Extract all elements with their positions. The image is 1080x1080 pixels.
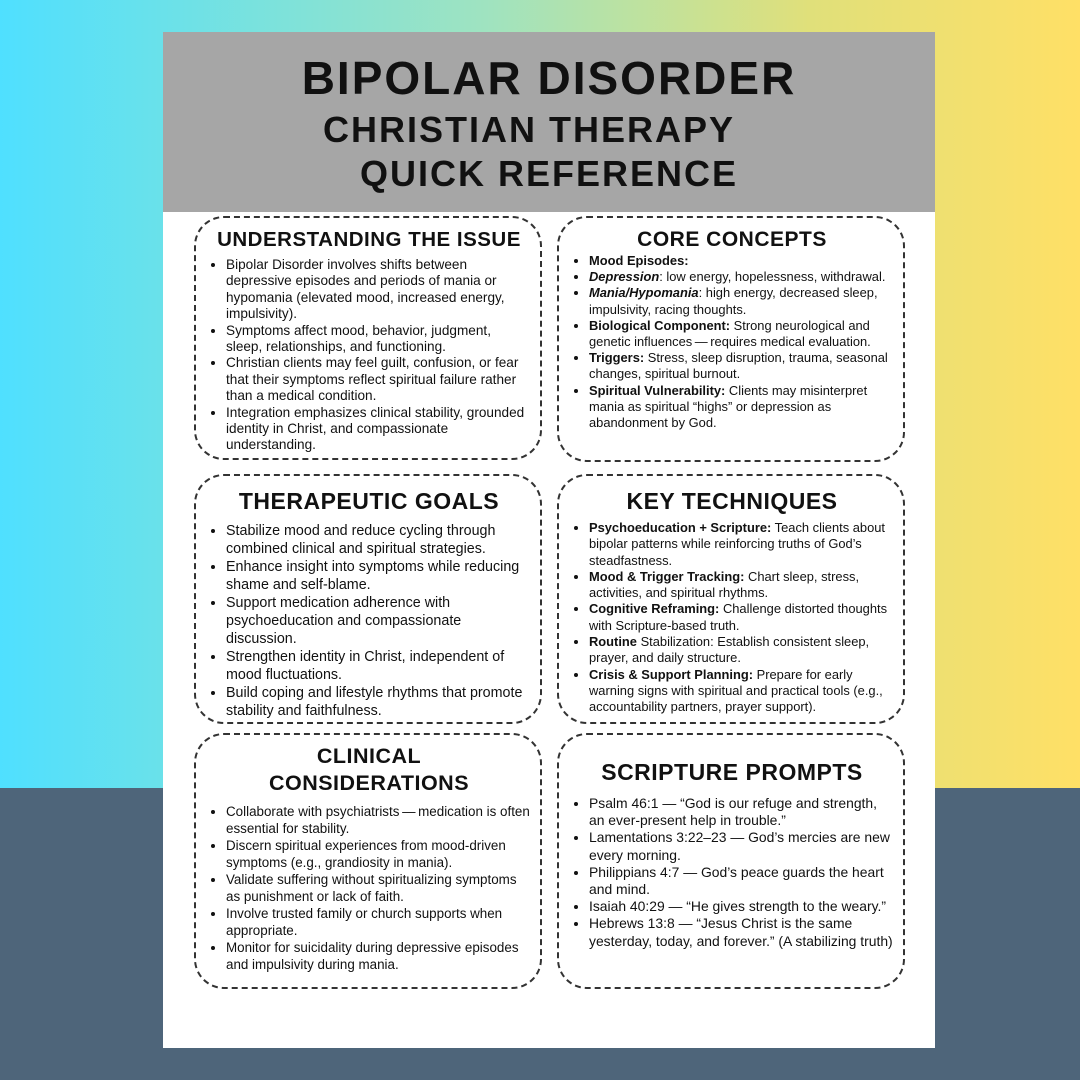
item-text: Clients may misinterpret mania as spiritual “highs” or depression as abandonment by God. (589, 382, 868, 431)
header-banner (163, 32, 935, 212)
list-item (589, 253, 893, 269)
list-item (589, 667, 893, 716)
item-text: : low energy, hopelessness, withdrawal. (659, 269, 886, 285)
card-title-line-1: CLINICAL (316, 744, 422, 768)
item-label: Spiritual Vulnerability: (589, 382, 726, 398)
list-item: • Collaborate with psychiatrists — medication is often essential for stability. (226, 803, 530, 837)
list-item (589, 285, 893, 317)
bullet-list (208, 257, 530, 454)
list-item (589, 269, 893, 285)
page-title: BIPOLAR DISORDER (301, 52, 797, 104)
card-title: KEY TECHNIQUES (626, 488, 838, 514)
list-item: • Monitor for suicidality during depressive episodes and impulsivity during mania. (226, 939, 530, 973)
bullet-list (571, 795, 893, 950)
item-label: Mood & Trigger Tracking: (589, 568, 745, 584)
list-item: • Lamentations 3:22–23 — God’s mercies are new every morning. (589, 829, 893, 863)
item-text: Stabilization: Establish consistent sleep, prayer, and daily structure. (589, 634, 870, 666)
item-label: Mood Episodes: (589, 253, 689, 268)
list-item: • Christian clients may feel guilt, confusion, or fear that their symptoms reflect spiritual failure rather than a medical condition. (226, 355, 530, 404)
item-text: Teach clients about bipolar patterns while reinforcing truths of God’s steadfastness. (589, 520, 886, 568)
card-core-concepts (557, 216, 905, 462)
item-label: Biological Component: (589, 317, 731, 333)
bullet-list (208, 522, 530, 720)
item-text: Prepare for early warning signs with spiritual and practical tools (e.g., accountability partners, prayer support). (589, 666, 883, 715)
list-item: • Validate suffering without spiritualizing symptoms as punishment or lack of faith. (226, 871, 530, 905)
list-item: • Involve trusted family or church supports when appropriate. (226, 905, 530, 939)
list-item: • Stabilize mood and reduce cycling through combined clinical and spiritual strategies. (226, 522, 530, 558)
card-title: CORE CONCEPTS (637, 228, 827, 251)
item-text: Stress, sleep disruption, trauma, seasonal changes, spiritual burnout. (589, 350, 888, 382)
item-text: Challenge distorted thoughts with Scripture-based truth. (589, 601, 888, 633)
card-clinical-considerations (194, 733, 542, 989)
list-item: • Support medication adherence with psychoeducation and compassionate discussion. (226, 594, 530, 648)
item-label: Crisis & Support Planning: (589, 666, 754, 682)
list-item: • Hebrews 13:8 — “Jesus Christ is the same yesterday, today, and forever.” (A stabilizing truth) (589, 915, 893, 949)
list-item (589, 383, 893, 432)
card-title: SCRIPTURE PROMPTS (601, 759, 863, 785)
item-label: Depression (589, 269, 660, 285)
item-label: Triggers: (589, 350, 645, 366)
item-label: Psychoeducation + Scripture: (589, 520, 772, 535)
list-item (589, 520, 893, 569)
list-item (589, 634, 893, 667)
item-text: Strong neurological and genetic influences — requires medical evaluation. (589, 317, 871, 350)
card-title-line-2: CONSIDERATIONS (268, 771, 470, 795)
bullet-list (208, 803, 530, 973)
list-item: • Integration emphasizes clinical stability, grounded identity in Christ, and compassionate understanding. (226, 405, 530, 454)
list-item: • Build coping and lifestyle rhythms that promote stability and faithfulness. (226, 684, 530, 720)
list-item: • Philippians 4:7 — God’s peace guards the heart and mind. (589, 864, 893, 898)
page-subtitle: CHRISTIAN THERAPY (322, 109, 736, 150)
list-item: • Psalm 46:1 — “God is our refuge and strength, an ever-present help in trouble.” (589, 795, 893, 829)
list-item: • Strengthen identity in Christ, independent of mood fluctuations. (226, 648, 530, 684)
card-title: UNDERSTANDING THE ISSUE (217, 228, 521, 251)
bullet-list (571, 253, 893, 431)
list-item: • Discern spiritual experiences from mood-driven symptoms (e.g., grandiosity in mania). (226, 837, 530, 871)
item-label: Cognitive Reframing: (589, 601, 720, 617)
card-title (208, 743, 530, 797)
list-item: • Isaiah 40:29 — “He gives strength to the weary.” (589, 898, 893, 915)
list-item (589, 318, 893, 350)
bullet-list (571, 520, 893, 716)
list-item (589, 350, 893, 382)
list-item: • Enhance insight into symptoms while reducing shame and self-blame. (226, 558, 530, 594)
item-label: Routine (589, 634, 637, 650)
item-label: Mania/Hypomania (589, 285, 699, 301)
list-item: • Bipolar Disorder involves shifts between depressive episodes and periods of mania or hypomania (elevated mood, increased energy, impulsivity). (226, 257, 530, 323)
list-item (589, 569, 893, 602)
card-understanding-the-issue (194, 216, 542, 460)
list-item (589, 601, 893, 634)
card-key-techniques (557, 474, 905, 724)
card-scripture-prompts (557, 733, 905, 989)
item-text: : high energy, decreased sleep, impulsivity, racing thoughts. (589, 285, 878, 317)
list-item: • Symptoms affect mood, behavior, judgment, sleep, relationships, and functioning. (226, 323, 530, 356)
card-therapeutic-goals (194, 474, 542, 724)
page-subtitle-2: QUICK REFERENCE (359, 153, 739, 194)
item-text: Chart sleep, stress, activities, and spiritual rhythms. (589, 568, 860, 601)
card-title: THERAPEUTIC GOALS (238, 488, 500, 514)
